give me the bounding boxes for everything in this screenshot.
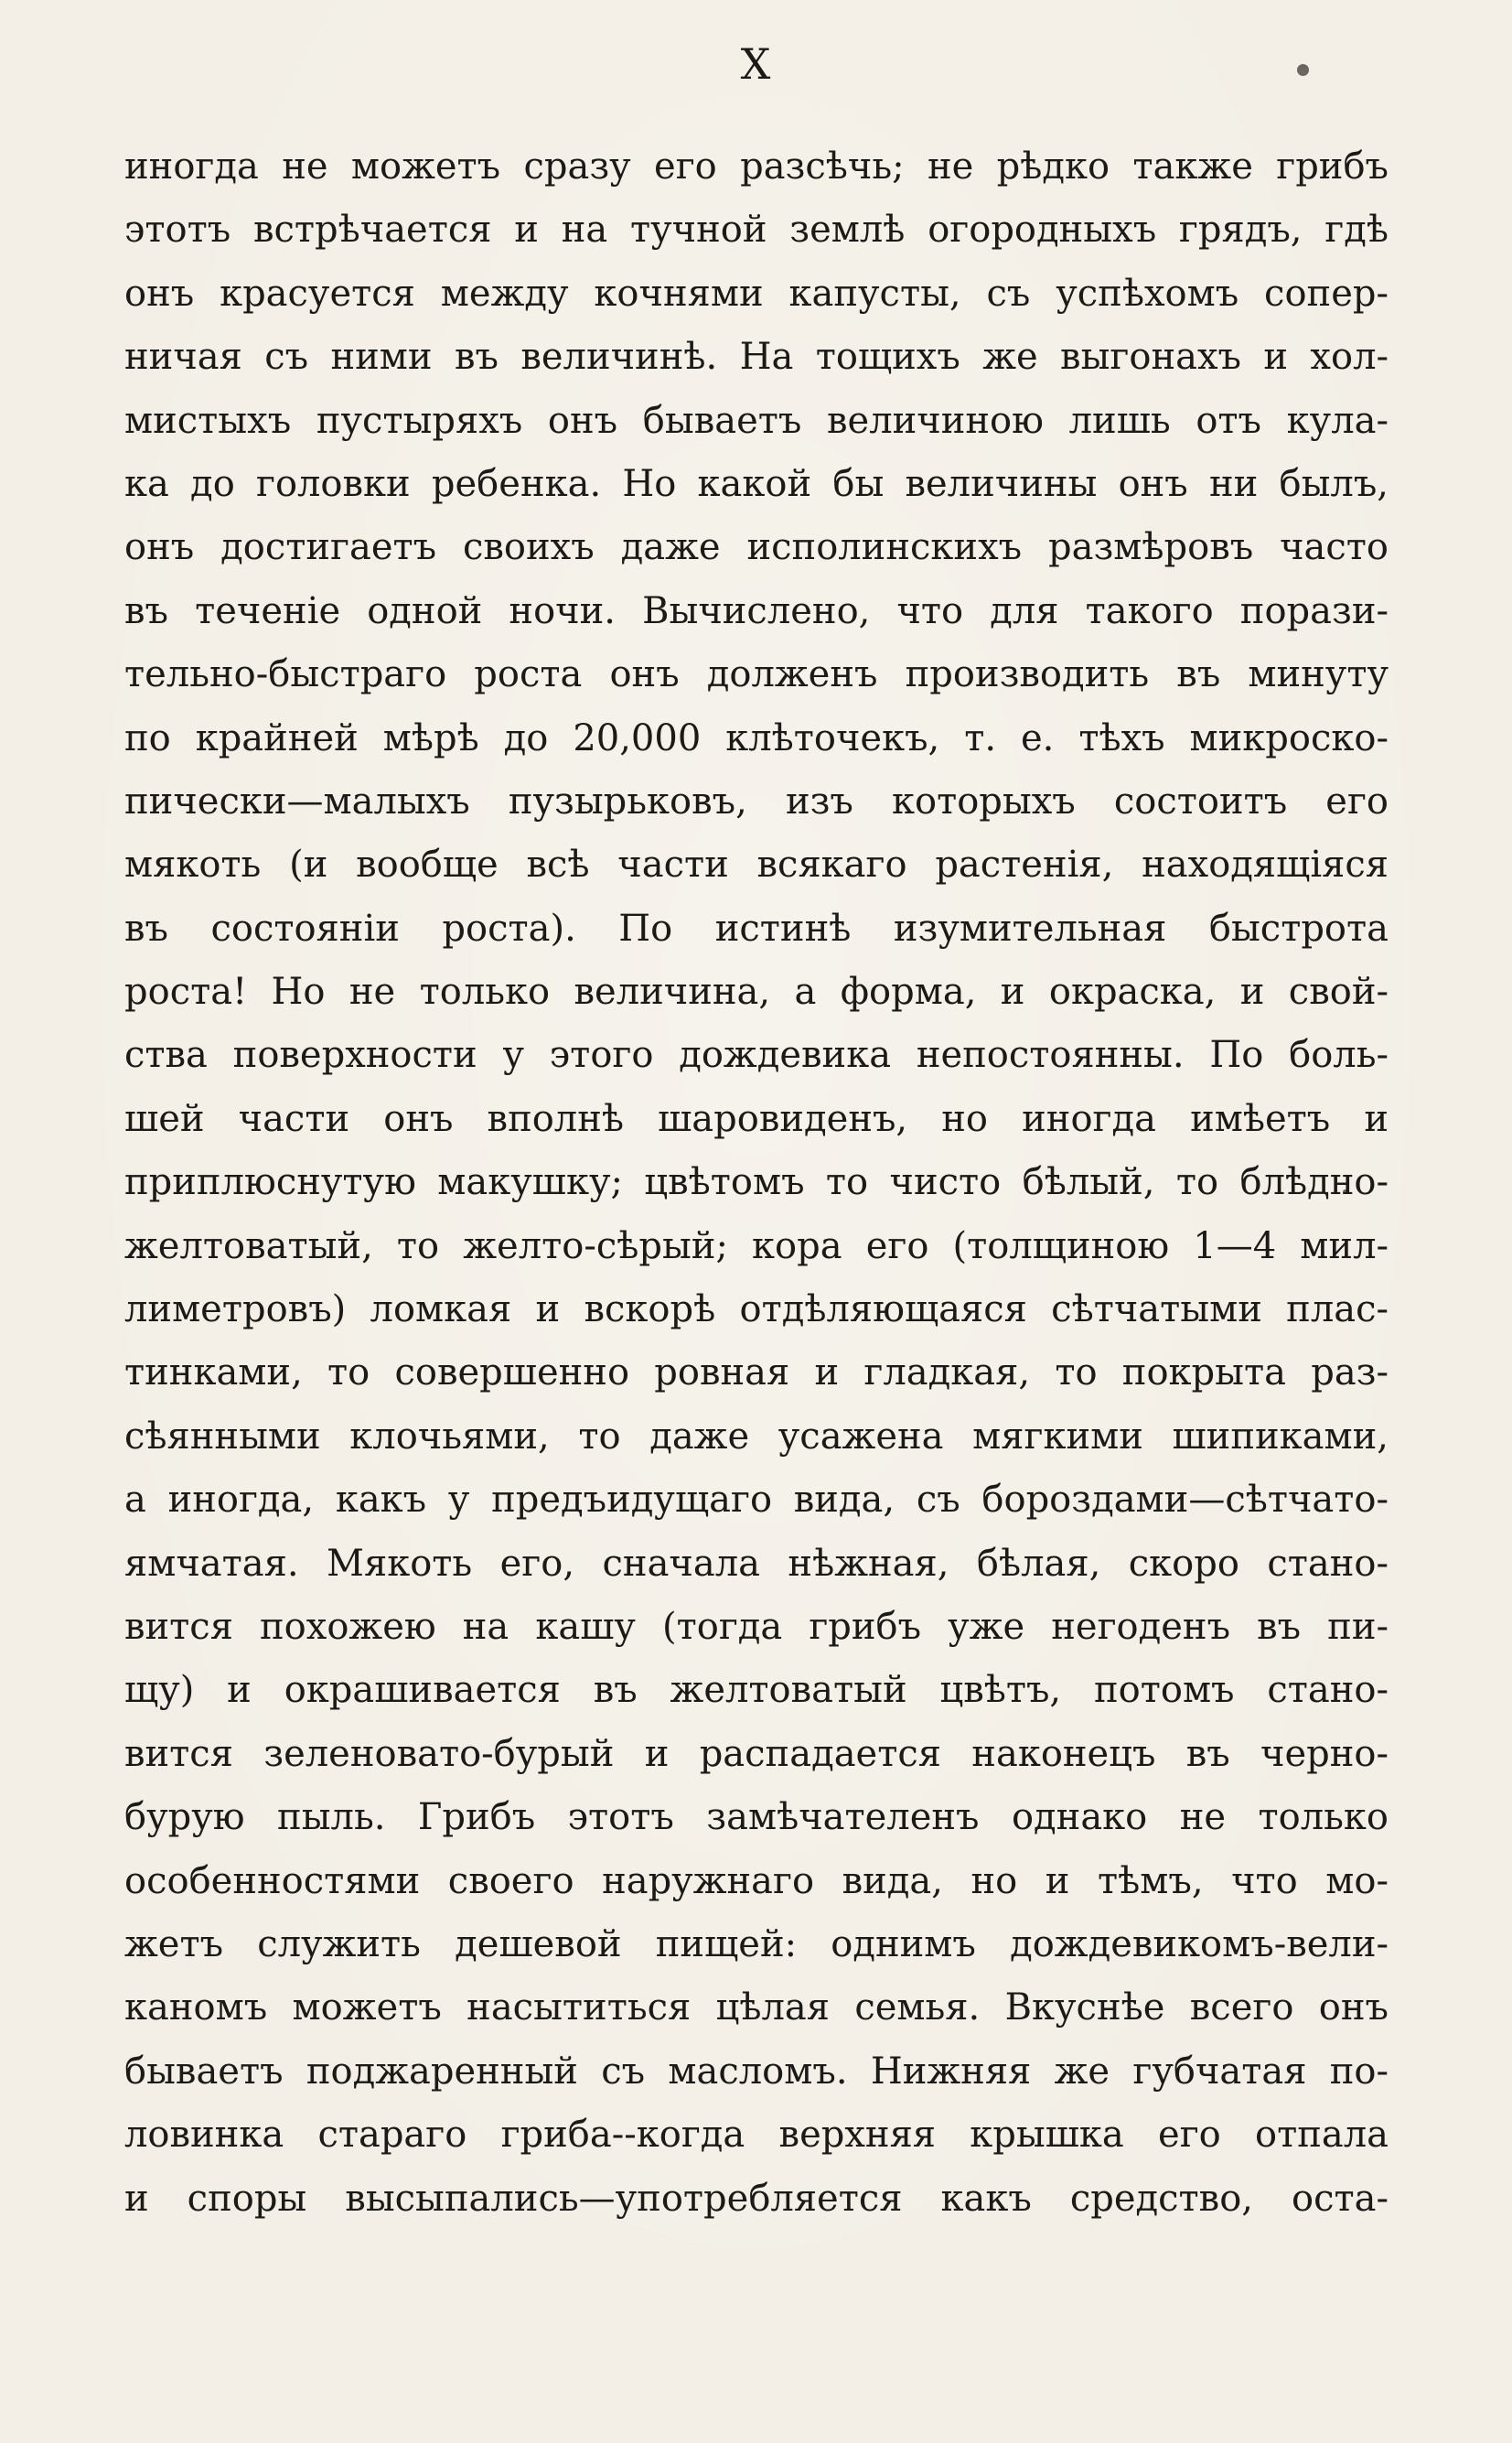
text-line: лиметровъ) ломкая и вскорѣ отдѣляющаяся сѣтчатыми плас- bbox=[124, 1288, 1389, 1331]
text-line: роста! Но не только величина, а форма, и окраска, и свой- bbox=[124, 971, 1389, 1014]
text-line: иногда не можетъ сразу его разсѣчь; не рѣдко также грибъ bbox=[124, 145, 1389, 188]
text-line: особенностями своего наружнаго вида, но и тѣмъ, что мо- bbox=[124, 1859, 1389, 1902]
text-line: тинками, то совершенно ровная и гладкая, то покрыта раз- bbox=[124, 1351, 1389, 1394]
text-line: онъ красуется между кочнями капусты, съ успѣхомъ сопер- bbox=[124, 272, 1389, 315]
text-line: ничая съ ними въ величинѣ. На тощихъ же выгонахъ и хол- bbox=[124, 336, 1389, 379]
text-line: ловинка стараго гриба--когда верхняя крышка его отпала bbox=[124, 2114, 1389, 2157]
text-line: вится похожею на кашу (тогда грибъ уже негоденъ въ пи- bbox=[124, 1605, 1389, 1648]
text-line: въ состояніи роста). По истинѣ изумительная быстрота bbox=[124, 907, 1389, 950]
text-line: щу) и окрашивается въ желтоватый цвѣтъ, потомъ стано- bbox=[124, 1669, 1389, 1712]
text-line: ства поверхности у этого дождевика непостоянны. По боль- bbox=[124, 1034, 1389, 1077]
body-text bbox=[124, 135, 1389, 2231]
text-line: ямчатая. Мякоть его, сначала нѣжная, бѣлая, скоро стано- bbox=[124, 1542, 1389, 1585]
text-line: бываетъ поджаренный съ масломъ. Нижняя же губчатая по- bbox=[124, 2050, 1389, 2093]
text-line: приплюснутую макушку; цвѣтомъ то чисто бѣлый, то блѣдно- bbox=[124, 1161, 1389, 1204]
text-line: шей части онъ вполнѣ шаровиденъ, но иногда имѣетъ и bbox=[124, 1097, 1389, 1140]
text-line: жетъ служить дешевой пищей: однимъ дождевикомъ-вели- bbox=[124, 1922, 1389, 1965]
text-line: тельно-быстраго роста онъ долженъ производить въ минуту bbox=[124, 653, 1389, 696]
text-line: ка до головки ребенка. Но какой бы величины онъ ни былъ, bbox=[124, 462, 1389, 505]
text-line: мистыхъ пустыряхъ онъ бываетъ величиною лишь отъ кула- bbox=[124, 399, 1389, 442]
text-line: онъ достигаетъ своихъ даже исполинскихъ размѣровъ часто bbox=[124, 526, 1389, 569]
text-line: каномъ можетъ насытиться цѣлая семья. Вкуснѣе всего онъ bbox=[124, 1986, 1389, 2029]
page-number: X bbox=[740, 39, 772, 89]
text-line: бурую пыль. Грибъ этотъ замѣчателенъ однако не только bbox=[124, 1796, 1389, 1839]
text-line: желтоватый, то желто-сѣрый; кора его (толщиною 1—4 мил- bbox=[124, 1224, 1389, 1267]
text-line: въ теченіе одной ночи. Вычислено, что для такого порази- bbox=[124, 589, 1389, 632]
text-line: вится зеленовато-бурый и распадается наконецъ въ черно- bbox=[124, 1732, 1389, 1775]
text-line: пически—малыхъ пузырьковъ, изъ которыхъ состоитъ его bbox=[124, 780, 1389, 823]
ink-speck bbox=[1297, 64, 1309, 76]
text-line: этотъ встрѣчается и на тучной землѣ огородныхъ грядъ, гдѣ bbox=[124, 209, 1389, 252]
text-line: а иногда, какъ у предъидущаго вида, съ бороздами—сѣтчато- bbox=[124, 1479, 1389, 1522]
text-line: мякоть (и вообще всѣ части всякаго растенія, находящіяся bbox=[124, 844, 1389, 887]
text-line: и споры высыпались—употребляется какъ средство, оста- bbox=[124, 2177, 1389, 2220]
text-line: по крайней мѣрѣ до 20,000 клѣточекъ, т. е. тѣхъ микроско- bbox=[124, 716, 1389, 759]
text-line: сѣянными клочьями, то даже усажена мягкими шипиками, bbox=[124, 1415, 1389, 1458]
